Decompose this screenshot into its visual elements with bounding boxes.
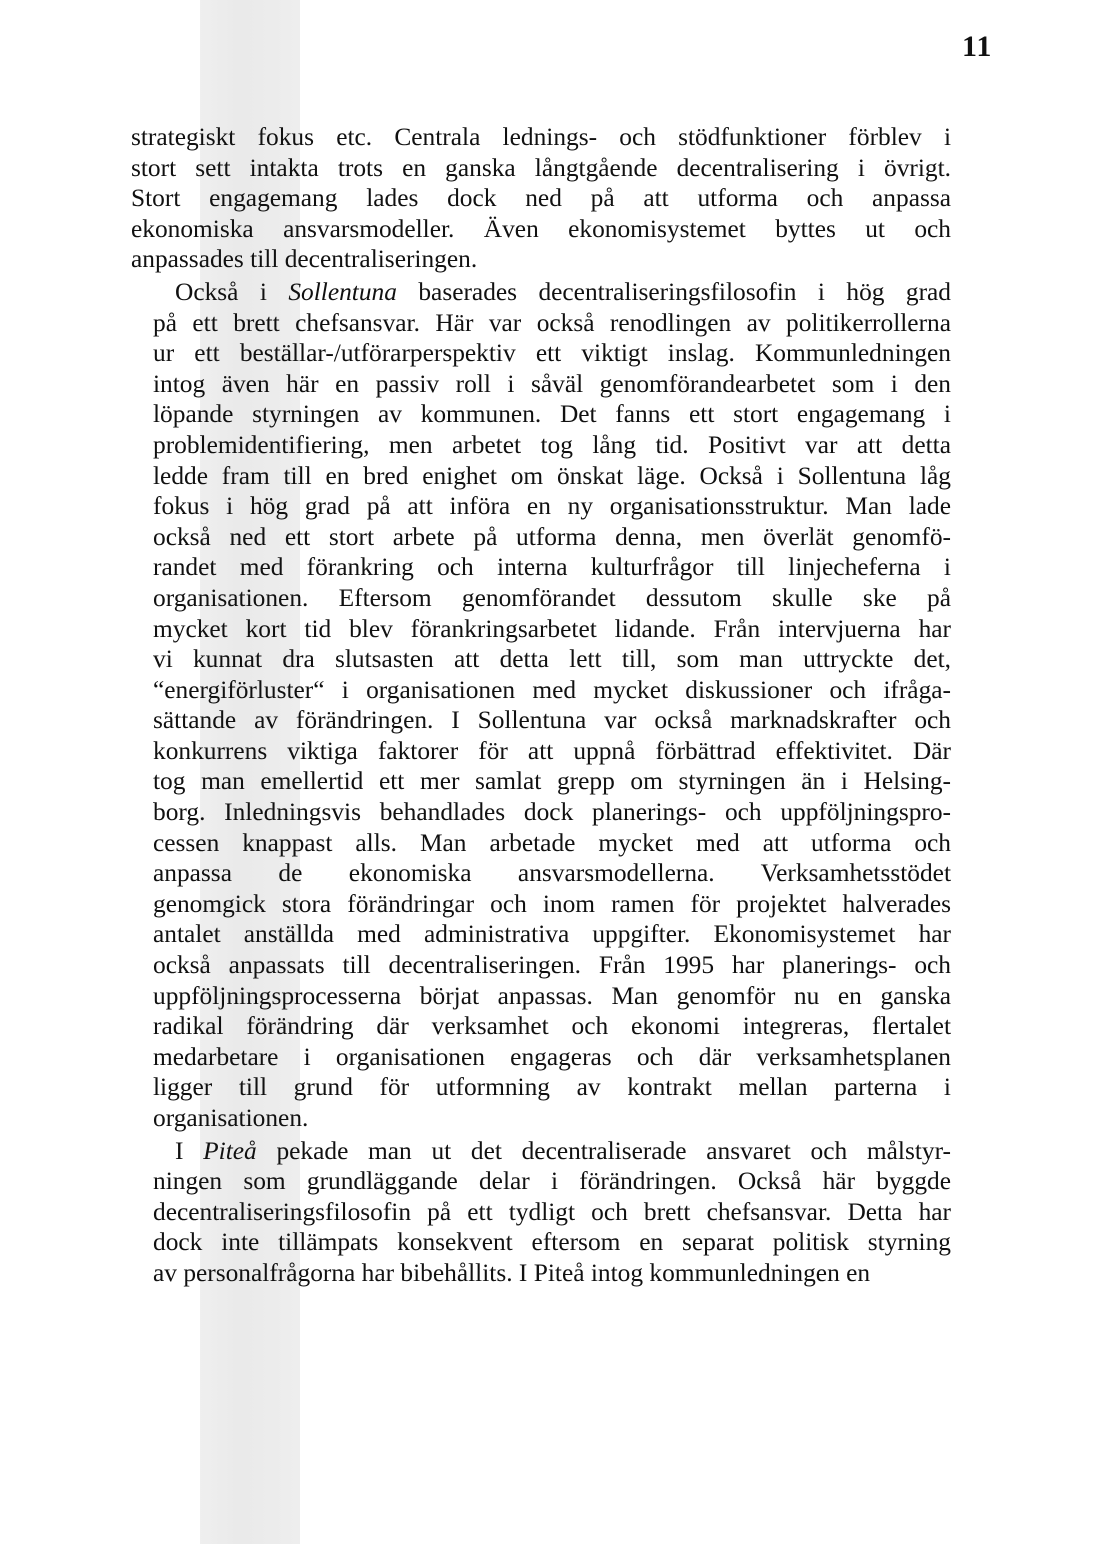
text-line: ligger till grund för utformning av kontrakt mellan parterna i <box>153 1073 951 1102</box>
text-line: organisationen. <box>153 1104 309 1132</box>
text-line: ledde fram till en bred enighet om önskat läge. Också i Sollentuna låg <box>153 461 951 490</box>
place-name: Sollentuna <box>288 277 397 306</box>
text-line: antalet anställda med administrativa uppgifter. Ekonomisystemet har <box>153 920 951 949</box>
text-line: organisationen. Eftersom genomförandet dessutom skulle ske på <box>153 583 951 612</box>
text-line: också ned ett stort arbete på utforma denna, men överlät genomfö- <box>153 522 951 551</box>
text-line: löpande styrningen av kommunen. Det fanns ett stort engagemang i <box>153 400 951 429</box>
text-line: dock inte tillämpats konsekvent eftersom en separat politisk styrning <box>153 1228 951 1257</box>
text-line: av personalfrågorna har bibehållits. I Piteå intog kommunledningen en <box>153 1258 871 1287</box>
text-line: medarbetare i organisationen engageras och där verksamhetsplanen <box>153 1042 951 1071</box>
place-name: Piteå <box>203 1136 257 1165</box>
text-line: I Piteå pekade man ut det decentraliserade ansvaret och målstyr- <box>175 1136 951 1165</box>
text-line: radikal förändring där verksamhet och ekonomi integreras, flertalet <box>153 1012 951 1041</box>
paragraph-3 <box>131 1136 951 1289</box>
text-line: också anpassats till decentraliseringen. Från 1995 har planerings- och <box>153 951 951 980</box>
text-line: anpassa de ekonomiska ansvarsmodellerna. Verksamhetsstödet <box>153 859 951 888</box>
text-line: intog även här en passiv roll i såväl genomförandearbetet som i den <box>153 369 951 398</box>
text-line: på ett brett chefsansvar. Här var också renodlingen av politikerrollerna <box>153 308 951 337</box>
text-line: anpassades till decentraliseringen. <box>131 245 478 274</box>
text-line: strategiskt fokus etc. Centrala lednings- och stödfunktioner förblev i <box>131 123 951 151</box>
text-line: fokus i hög grad på att införa en ny organisationsstruktur. Man lade <box>153 492 951 521</box>
text-line: vi kunnat dra slutsasten att detta lett till, som man uttryckte det, <box>153 645 951 674</box>
text-line: konkurrens viktiga faktorer för att uppnå förbättrad effektivitet. Där <box>153 736 951 765</box>
body-text <box>131 122 951 1289</box>
page-number: 11 <box>962 30 993 63</box>
text-line: cessen knappast alls. Man arbetade mycket med att utforma och <box>153 828 951 857</box>
text-line: ur ett beställar-/utförarperspektiv ett viktigt inslag. Kommunledningen <box>153 339 951 368</box>
text-line: stort sett intakta trots en ganska långtgående decentralisering i övrigt. <box>131 153 951 182</box>
text-line: uppföljningsprocesserna börjat anpassas. Man genomför nu en ganska <box>153 981 951 1010</box>
text-line: ningen som grundläggande delar i förändringen. Också här byggde <box>153 1167 951 1196</box>
text-line: “energiförluster“ i organisationen med mycket diskussioner och ifråga- <box>153 675 951 704</box>
text-line: tog man emellertid ett mer samlat grepp om styrningen än i Helsing- <box>153 767 951 796</box>
text-line: Också i Sollentuna baserades decentraliseringsfilosofin i hög grad <box>175 277 951 306</box>
paragraph-1 <box>131 122 951 275</box>
text-line: randet med förankring och interna kulturfrågor till linjecheferna i <box>153 553 951 582</box>
text-line: mycket kort tid blev förankringsarbetet lidande. Från intervjuerna har <box>153 614 951 643</box>
text-line: problemidentifiering, men arbetet tog lång tid. Positivt var att detta <box>153 430 951 459</box>
text-line: ekonomiska ansvarsmodeller. Även ekonomisystemet byttes ut och <box>131 214 951 243</box>
text-line: decentraliseringsfilosofin på ett tydligt och brett chefsansvar. Detta har <box>153 1197 951 1226</box>
paragraph-2 <box>131 277 951 1134</box>
text-line: borg. Inledningsvis behandlades dock planerings- och uppföljningspro- <box>153 798 951 827</box>
text-line: genomgick stora förändringar och inom ramen för projektet halverades <box>153 889 951 918</box>
text-line: sättande av förändringen. I Sollentuna var också marknadskrafter och <box>153 706 951 735</box>
text-line: Stort engagemang lades dock ned på att utforma och anpassa <box>131 184 951 213</box>
